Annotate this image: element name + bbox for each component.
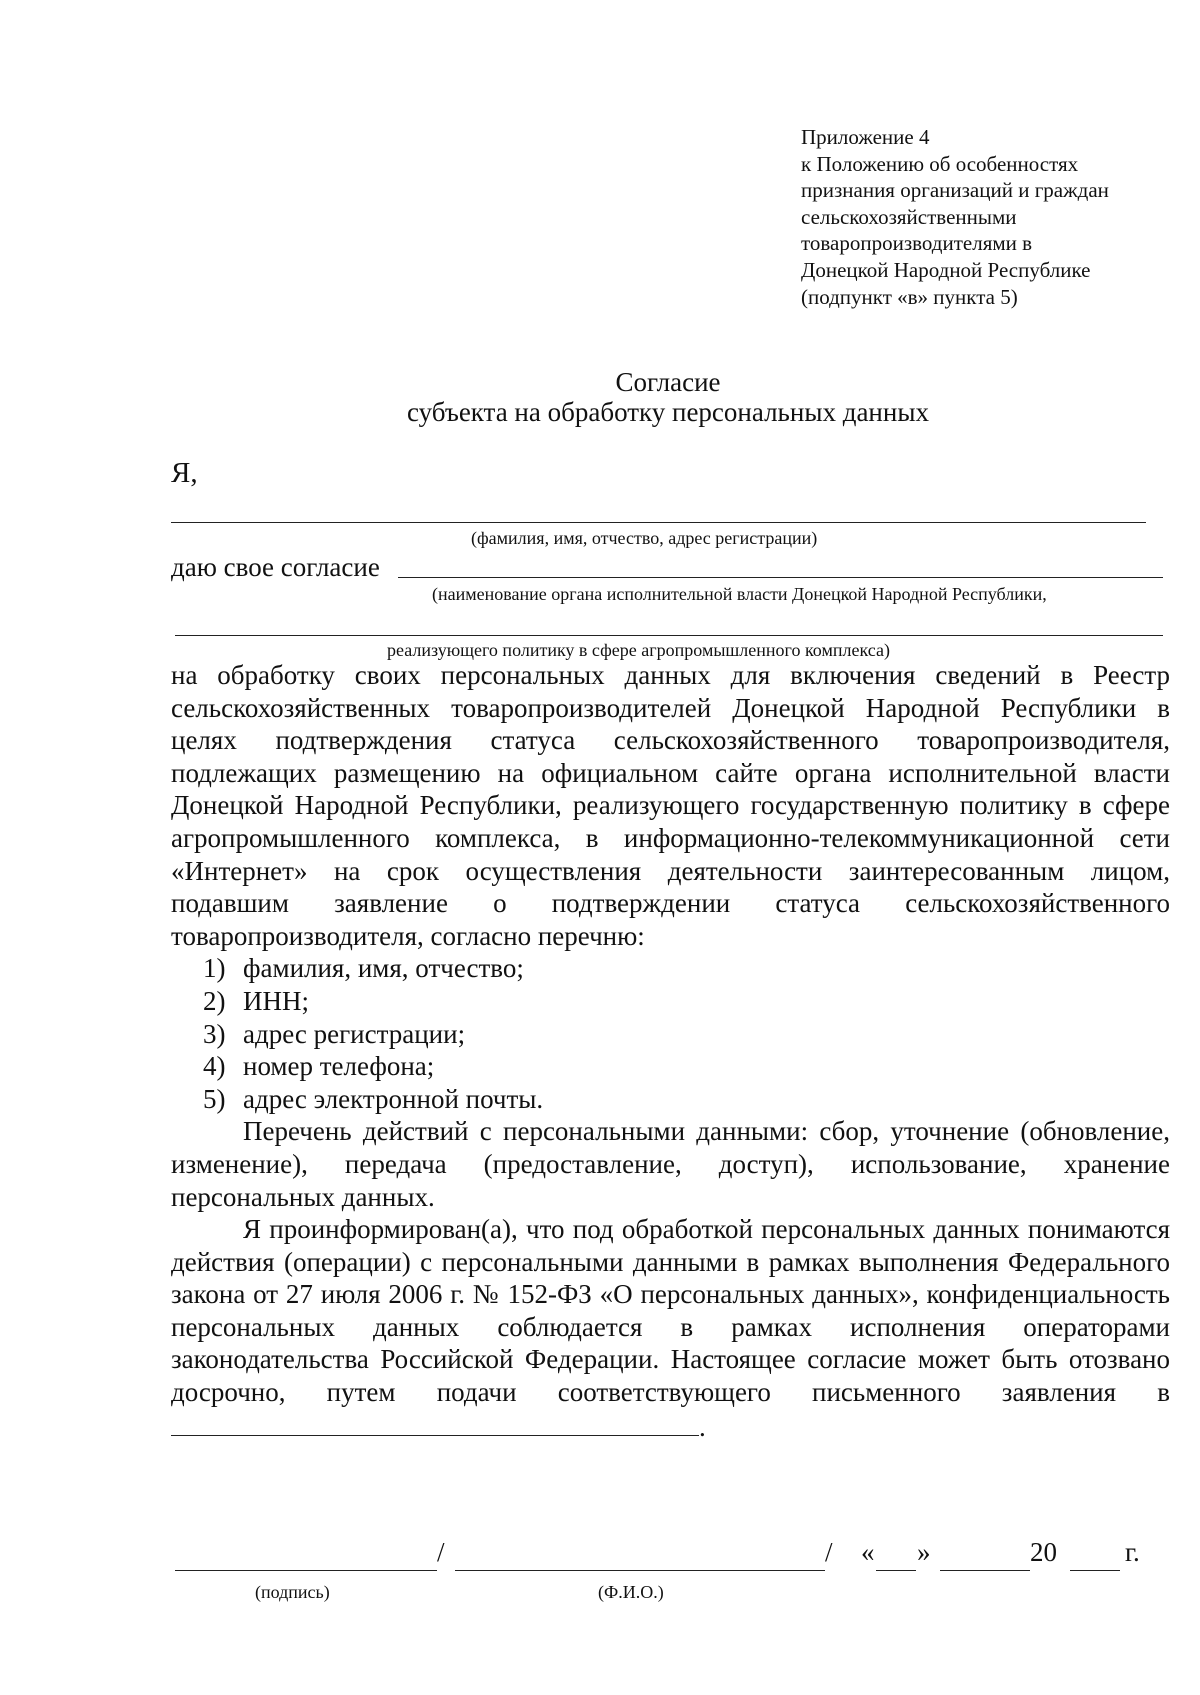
- final-period: .: [699, 1411, 706, 1442]
- document-title: Согласие: [615, 367, 721, 397]
- list-item-number: 1): [203, 953, 226, 984]
- date-quote-close: »: [917, 1537, 931, 1567]
- appendix-line: признания организаций и граждан: [801, 178, 1109, 203]
- ya-label: Я,: [171, 457, 198, 489]
- list-item-text: адрес регистрации;: [243, 1018, 466, 1049]
- list-item: [171, 1050, 1170, 1083]
- list-item-text: адрес электронной почты.: [243, 1083, 544, 1114]
- organ-caption-2: реализующего политику в сфере агропромышленного комплекса): [387, 640, 890, 660]
- appendix-line: (подпункт «в» пункта 5): [801, 284, 1018, 309]
- list-item-text: номер телефона;: [243, 1051, 435, 1082]
- appendix-line: к Положению об особенностях: [801, 151, 1079, 176]
- slash-separator: /: [437, 1537, 445, 1567]
- organ-name-field-2[interactable]: [175, 635, 1163, 636]
- list-item-number: 2): [203, 985, 226, 1016]
- year-prefix: 20: [1030, 1537, 1057, 1567]
- fio-field[interactable]: [455, 1570, 825, 1571]
- recipient-field[interactable]: [171, 1409, 699, 1436]
- list-item-number: 3): [203, 1018, 226, 1049]
- body-paragraph-actions: Перечень действий с персональными данными: сбор, уточнение (обновление, изменение), передача (предоставление, доступ), использование, хранение персональных данных.: [171, 1116, 1170, 1212]
- slash-separator: /: [825, 1537, 833, 1567]
- informed-text: Я проинформирован(а), что под обработкой персональных данных понимаются действия (операции) с персональными данными в рамках выполнения Федерального закона от 27 июля 2006 г. № 152-ФЗ «О персональных данных», конфиденциальность персональных данных соблюдается в рамках исполнения операторами законодательства Российской Федерации. Настоящее согласие может быть отозвано досрочно, путем подачи соответствующего письменного заявления в: [171, 1214, 1170, 1408]
- list-item: [171, 952, 1170, 985]
- fio-caption: (Ф.И.О.): [598, 1582, 664, 1602]
- personal-data-list: [171, 952, 1170, 1115]
- appendix-line: Донецкой Народной Республике: [801, 257, 1091, 282]
- list-item-text: ИНН;: [243, 985, 309, 1016]
- body-paragraph-purpose: на обработку своих персональных данных для включения сведений в Реестр сельскохозяйственных товаропроизводителей Донецкой Народной Республики в целях подтверждения статуса сельскохозяйственного товаропроизводителя, подлежащих размещению на официальном сайте органа исполнительной власти Донецкой Народной Республики, реализующего государственную политику в сфере агропромышленного комплекса, в информационно-телекоммуникационной сети «Интернет» на срок осуществления деятельности заинтересованным лицом, подавшим заявление о подтверждении статуса сельскохозяйственного товаропроизводителя, согласно перечню:: [171, 660, 1170, 951]
- consent-body: [171, 659, 1170, 1443]
- organ-caption-1: (наименование органа исполнительной власти Донецкой Народной Республики,: [432, 584, 1047, 604]
- date-day-field[interactable]: [876, 1570, 916, 1571]
- year-suffix: г.: [1125, 1537, 1140, 1567]
- date-month-field[interactable]: [940, 1570, 1030, 1571]
- appendix-line: Приложение 4: [801, 125, 930, 149]
- consent-label: даю свое согласие: [171, 552, 380, 582]
- list-item-number: 4): [203, 1051, 226, 1082]
- list-item-text: фамилия, имя, отчество;: [243, 953, 524, 984]
- appendix-line: сельскохозяйственными: [801, 204, 1017, 229]
- signature-caption: (подпись): [255, 1582, 330, 1602]
- fio-address-field[interactable]: [171, 522, 1146, 523]
- list-item: [171, 985, 1170, 1018]
- document-subtitle: субъекта на обработку персональных данных: [407, 397, 929, 427]
- signature-field[interactable]: [175, 1570, 437, 1571]
- fio-address-caption: (фамилия, имя, отчество, адрес регистрации): [471, 528, 818, 548]
- appendix-header: [801, 124, 1109, 310]
- date-quote-open: «: [861, 1537, 875, 1567]
- list-item-number: 5): [203, 1083, 226, 1114]
- appendix-line: товаропроизводителями в: [801, 231, 1033, 256]
- body-paragraph-informed: [171, 1213, 1170, 1443]
- organ-name-field[interactable]: [398, 577, 1163, 578]
- list-item: [171, 1018, 1170, 1051]
- list-item: [171, 1083, 1170, 1116]
- date-year-field[interactable]: [1070, 1570, 1120, 1571]
